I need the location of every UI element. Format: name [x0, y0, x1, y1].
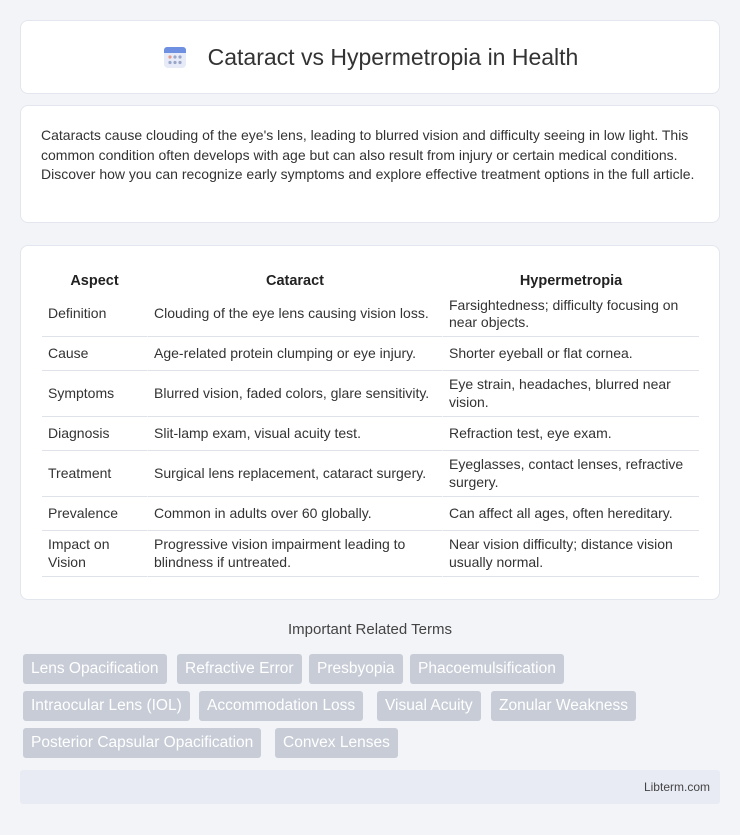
table-cell-hypermetropia: Shorter eyeball or flat cornea. — [442, 337, 699, 371]
tag-lens-opacification[interactable]: Lens Opacification — [23, 654, 167, 684]
table-row — [42, 497, 699, 531]
table-cell-hypermetropia: Eye strain, headaches, blurred near vision. — [442, 371, 699, 417]
tag-phacoemulsification[interactable]: Phacoemulsification — [410, 654, 564, 684]
footer — [20, 770, 720, 804]
tag-zonular-weakness[interactable]: Zonular Weakness — [491, 691, 636, 721]
tag-refractive-error[interactable]: Refractive Error — [177, 654, 302, 684]
table-cell-aspect: Prevalence — [42, 497, 147, 531]
header-card — [20, 20, 720, 94]
tag-visual-acuity[interactable]: Visual Acuity — [377, 691, 481, 721]
calendar-grid-icon — [162, 44, 188, 70]
table-row — [42, 292, 699, 337]
table-row — [42, 371, 699, 417]
footer-brand-link[interactable]: Libterm.com — [643, 780, 710, 794]
table-row — [42, 451, 699, 497]
table-row — [42, 337, 699, 371]
page-title: Cataract vs Hypermetropia in Health — [207, 43, 579, 70]
table-cell-aspect: Diagnosis — [42, 417, 147, 451]
comparison-table-card — [20, 245, 720, 600]
table-cell-cataract: Clouding of the eye lens causing vision loss. — [147, 292, 442, 337]
table-cell-hypermetropia: Refraction test, eye exam. — [442, 417, 699, 451]
table-cell-cataract: Age-related protein clumping or eye injury. — [147, 337, 442, 371]
table-row — [42, 417, 699, 451]
table-cell-cataract: Blurred vision, faded colors, glare sensitivity. — [147, 371, 442, 417]
tag-presbyopia[interactable]: Presbyopia — [309, 654, 403, 684]
table-cell-aspect: Definition — [42, 292, 147, 337]
table-cell-hypermetropia: Farsightedness; difficulty focusing on near objects. — [442, 292, 699, 337]
column-header-cataract: Cataract — [147, 266, 442, 292]
tag-accommodation-loss[interactable]: Accommodation Loss — [199, 691, 363, 721]
table-cell-aspect: Symptoms — [42, 371, 147, 417]
table-cell-aspect: Treatment — [42, 451, 147, 497]
tag-posterior-capsular-opacification[interactable]: Posterior Capsular Opacification — [23, 728, 261, 758]
table-cell-aspect: Cause — [42, 337, 147, 371]
table-cell-hypermetropia: Near vision difficulty; distance vision usually normal. — [442, 531, 699, 577]
table-cell-hypermetropia: Can affect all ages, often hereditary. — [442, 497, 699, 531]
table-cell-hypermetropia: Eyeglasses, contact lenses, refractive surgery. — [442, 451, 699, 497]
table-cell-cataract: Surgical lens replacement, cataract surgery. — [147, 451, 442, 497]
table-header-row — [42, 266, 699, 292]
column-header-aspect: Aspect — [70, 272, 119, 289]
column-header-hypermetropia: Hypermetropia — [442, 266, 699, 292]
comparison-table — [42, 266, 699, 577]
tag-intraocular-lens[interactable]: Intraocular Lens (IOL) — [23, 691, 190, 721]
intro-card — [20, 105, 720, 223]
table-cell-cataract: Slit-lamp exam, visual acuity test. — [147, 417, 442, 451]
intro-text: Cataracts cause clouding of the eye's lens, leading to blurred vision and difficulty seeing in low light. This common condition often develops with age but can also result from injury or certain medical conditions. Discover how you can recognize early symptoms and explore effective treatment options in the full article. — [41, 127, 695, 182]
tag-convex-lenses[interactable]: Convex Lenses — [275, 728, 398, 758]
table-cell-aspect: Impact on Vision — [42, 531, 147, 577]
table-row — [42, 531, 699, 577]
table-cell-cataract: Progressive vision impairment leading to blindness if untreated. — [147, 531, 442, 577]
table-cell-cataract: Common in adults over 60 globally. — [147, 497, 442, 531]
related-terms-title: Important Related Terms — [288, 621, 452, 638]
